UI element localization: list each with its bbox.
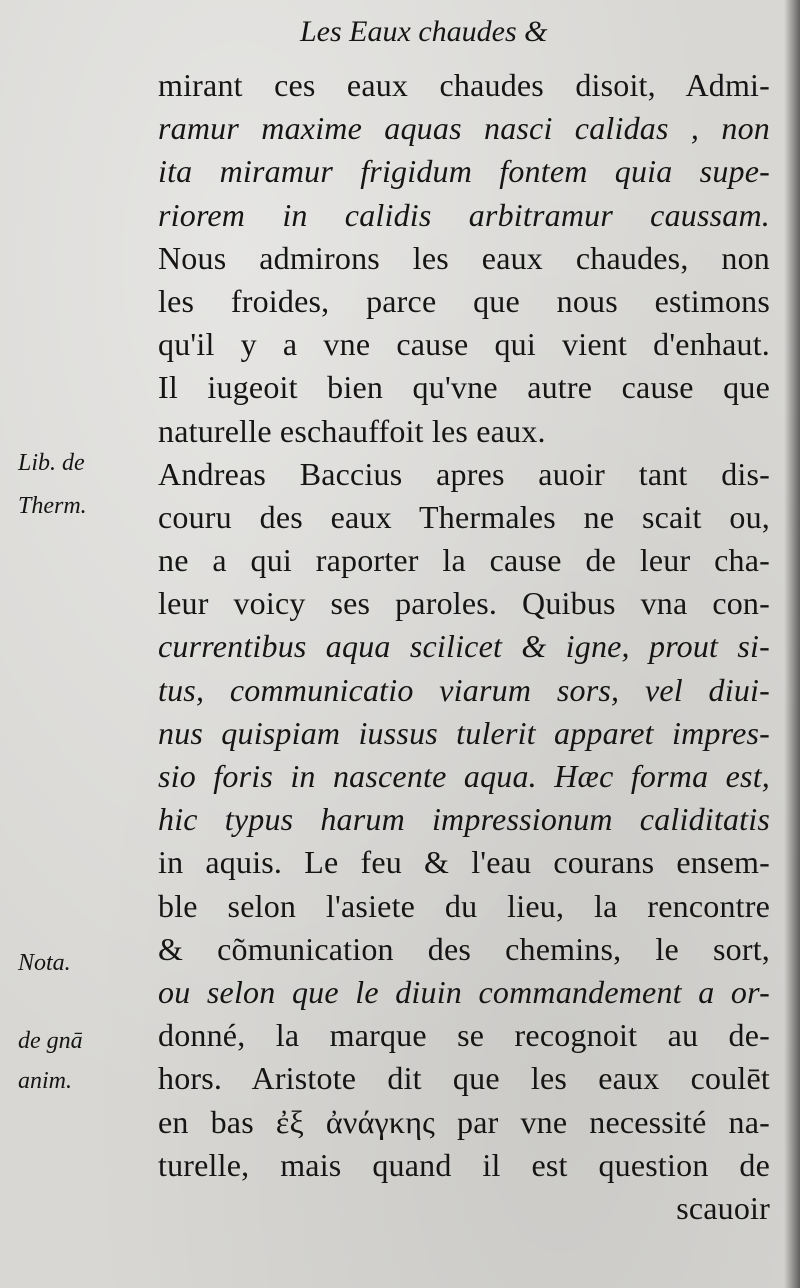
text-line: currentibus aqua scilicet & igne, prout si- xyxy=(158,628,770,665)
text-line: ble selon l'asiete du lieu, la rencontre xyxy=(158,887,770,924)
body-text xyxy=(158,64,770,1230)
text-line: leur voicy ses paroles. Quibus vna con- xyxy=(158,585,770,622)
text-line: hors. Aristote dit que les eaux coulēt xyxy=(158,1060,770,1097)
text-line: Il iugeoit bien qu'vne autre cause que xyxy=(158,369,770,406)
text-line: ne a qui raporter la cause de leur cha- xyxy=(158,542,770,579)
running-head: Les Eaux chaudes & xyxy=(300,15,548,48)
text-line: en bas ἐξ ἀνάγκης par vne necessité na- xyxy=(158,1103,770,1140)
text-line: & cõmunication des chemins, le sort, xyxy=(158,930,770,967)
text-line: turelle, mais quand il est question de xyxy=(158,1146,770,1183)
text-line: les froides, parce que nous estimons xyxy=(158,282,770,319)
text-line: riorem in calidis arbitramur caussam. xyxy=(158,196,770,233)
text-line: in aquis. Le feu & l'eau courans ensem- xyxy=(158,844,770,881)
sidenote-de-gna: de gnā xyxy=(18,1028,83,1054)
text-line: donné, la marque se recognoit au de- xyxy=(158,1017,770,1054)
text-line: ramur maxime aquas nasci calidas , non xyxy=(158,110,770,147)
text-line: qu'il y a vne cause qui vient d'enhaut. xyxy=(158,326,770,363)
text-line: Nous admirons les eaux chaudes, non xyxy=(158,239,770,276)
text-line: naturelle eschauffoit les eaux. xyxy=(158,412,546,449)
text-line: Andreas Baccius apres auoir tant dis- xyxy=(158,455,770,492)
text-line: nus quispiam iussus tulerit apparet impres- xyxy=(158,714,770,751)
page-edge-shadow xyxy=(784,0,800,1288)
sidenote-therm: Therm. xyxy=(18,493,87,519)
sidenote-lib-de: Lib. de xyxy=(18,450,85,476)
text-line: sio foris in nascente aqua. Hæc forma est, xyxy=(158,758,770,794)
text-line: hic typus harum impressionum caliditatis xyxy=(158,801,770,838)
text-line: couru des eaux Thermales ne scait ou, xyxy=(158,498,770,535)
text-line: tus, communicatio viarum sors, vel diui- xyxy=(158,671,770,708)
text-line: scauoir xyxy=(676,1189,770,1226)
text-line: mirant ces eaux chaudes disoit, Admi- xyxy=(158,67,770,103)
sidenote-anim: anim. xyxy=(18,1068,72,1094)
text-line: ita miramur frigidum fontem quia supe- xyxy=(158,153,770,190)
text-line: ou selon que le diuin commandement a or- xyxy=(158,973,770,1010)
sidenote-nota: Nota. xyxy=(18,950,71,976)
